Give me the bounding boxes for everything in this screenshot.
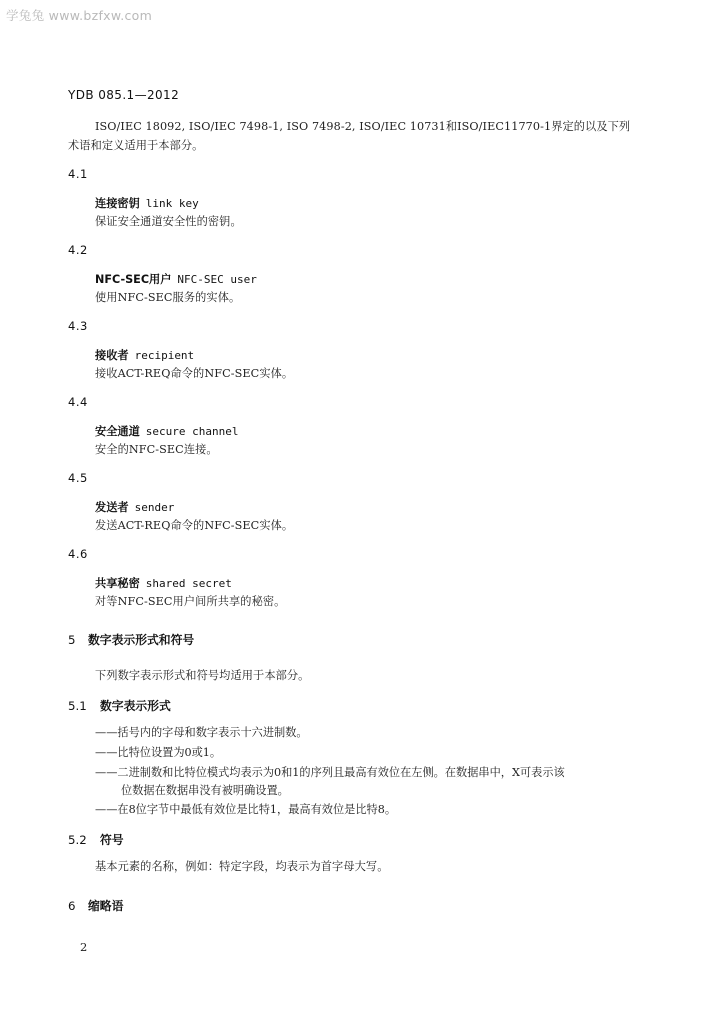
watermark: 学兔兔 www.bzfxw.com	[6, 8, 153, 23]
term-chinese: 安全通道	[95, 425, 140, 438]
intro-line-2: 术语和定义适用于本部分。	[68, 139, 204, 152]
term-title	[95, 271, 257, 287]
term-english: secure channel	[145, 425, 239, 438]
term-number: 4.4	[68, 395, 88, 409]
section-paragraph: 基本元素的名称，例如：特定字段，均表示为首字母大写。	[95, 860, 389, 873]
term-number: 4.2	[68, 243, 88, 257]
subsection-number: 5.2	[68, 833, 87, 847]
subsection-heading	[68, 831, 124, 848]
term-english: link key	[145, 197, 199, 210]
section-title: 数字表示形式和符号	[88, 633, 195, 647]
term-title	[95, 499, 174, 515]
term-title	[95, 195, 199, 211]
section-title: 缩略语	[88, 899, 124, 913]
term-english: shared secret	[145, 577, 232, 590]
term-title	[95, 347, 194, 363]
subsection-number: 5.1	[68, 699, 87, 713]
section-number: 6	[68, 899, 76, 913]
section-paragraph: 下列数字表示形式和符号均适用于本部分。	[95, 669, 310, 682]
term-definition: 发送ACT-REQ命令的NFC-SEC实体。	[95, 519, 294, 532]
term-chinese: NFC-SEC用户	[95, 273, 172, 286]
term-chinese: 共享秘密	[95, 577, 140, 590]
term-english: NFC-SEC user	[177, 273, 257, 286]
term-definition: 安全的NFC-SEC连接。	[95, 443, 218, 456]
term-chinese: 发送者	[95, 501, 129, 514]
list-item: ——二进制数和比特位模式均表示为0和1的序列且最高有效位在左侧。在数据串中，X可表示该	[95, 766, 565, 779]
section-heading	[68, 897, 123, 914]
term-number: 4.1	[68, 167, 88, 181]
term-definition: 保证安全通道安全性的密钥。	[95, 215, 242, 228]
page-number: 2	[80, 940, 88, 954]
document-header: YDB 085.1—2012	[68, 88, 180, 102]
term-english: sender	[134, 501, 175, 514]
intro-line-1: ISO/IEC 18092, ISO/IEC 7498-1, ISO 7498-2, ISO/IEC 10731和ISO/IEC11770-1界定的以及下列	[95, 120, 631, 133]
list-item: ——括号内的字母和数字表示十六进制数。	[95, 726, 308, 739]
subsection-heading	[68, 697, 171, 714]
list-item: ——在8位字节中最低有效位是比特1，最高有效位是比特8。	[95, 803, 397, 816]
subsection-title: 数字表示形式	[100, 699, 171, 713]
section-number: 5	[68, 633, 76, 647]
list-item-continuation: 位数据在数据串没有被明确设置。	[121, 784, 289, 797]
term-chinese: 连接密钥	[95, 197, 140, 210]
list-item: ——比特位设置为0或1。	[95, 746, 222, 759]
term-english: recipient	[134, 349, 195, 362]
subsection-title: 符号	[100, 833, 124, 847]
term-number: 4.6	[68, 547, 88, 561]
term-title	[95, 575, 232, 591]
section-heading	[68, 631, 194, 648]
term-definition: 使用NFC-SEC服务的实体。	[95, 291, 241, 304]
term-number: 4.5	[68, 471, 88, 485]
term-definition: 接收ACT-REQ命令的NFC-SEC实体。	[95, 367, 294, 380]
term-title	[95, 423, 238, 439]
term-chinese: 接收者	[95, 349, 129, 362]
term-definition: 对等NFC-SEC用户间所共享的秘密。	[95, 595, 286, 608]
term-number: 4.3	[68, 319, 88, 333]
